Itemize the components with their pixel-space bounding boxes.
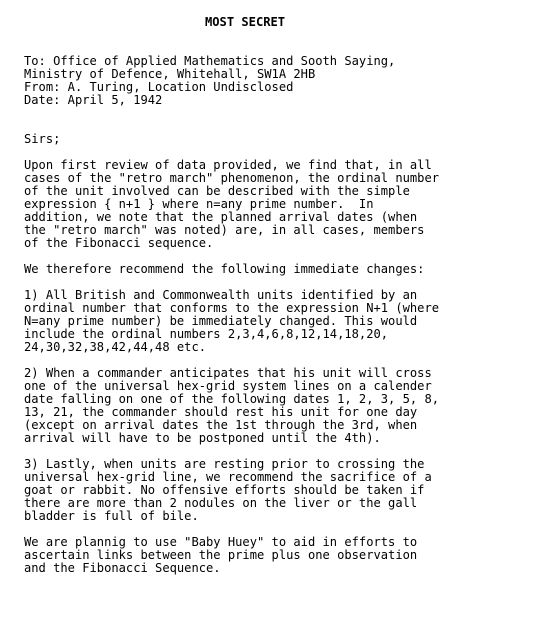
header-date: Date: April 5, 1942 — [24, 93, 163, 107]
paragraph-line: universal hex-grid line, we recommend the sacrifice of a — [24, 470, 432, 484]
paragraph-line: goat or rabbit. No offensive efforts should be taken if — [24, 483, 425, 497]
paragraph-closing — [24, 536, 539, 575]
memo-document — [24, 16, 539, 575]
spacer — [24, 107, 539, 133]
paragraph-line: 3) Lastly, when units are resting prior to crossing the — [24, 457, 425, 471]
paragraph-line: (except on arrival dates the 1st through the 3rd, when — [24, 418, 418, 432]
memo-header — [24, 55, 539, 107]
paragraph-line: there are more than 2 nodules on the liver or the gall — [24, 496, 418, 510]
paragraph-line: 24,30,32,38,42,44,48 etc. — [24, 340, 207, 354]
paragraph-line: one of the universal hex-grid system lines on a calender — [24, 379, 432, 393]
paragraph-line: cases of the "retro march" phenomenon, the ordinal number — [24, 171, 440, 185]
paragraph-line: date falling on one of the following dates 1, 2, 3, 5, 8, — [24, 392, 440, 406]
paragraph-line: N=any prime number) be immediately changed. This would — [24, 314, 418, 328]
paragraph-line: expression { n+1 } where n=any prime number. In — [24, 197, 374, 211]
paragraph-line: arrival will have to be postponed until the 4th). — [24, 431, 381, 445]
paragraph-line: ascertain links between the prime plus one observation — [24, 548, 418, 562]
paragraph-line: ordinal number that conforms to the expression N+1 (where — [24, 301, 440, 315]
document-title: MOST SECRET — [205, 15, 286, 29]
paragraph-line: of the Fibonacci sequence. — [24, 236, 214, 250]
header-to-address: Ministry of Defence, Whitehall, SW1A 2HB — [24, 67, 316, 81]
paragraph-line: include the ordinal numbers 2,3,4,6,8,12,14,18,20, — [24, 327, 389, 341]
paragraph-line: 13, 21, the commander should rest his unit for one day — [24, 405, 418, 419]
salutation: Sirs; — [24, 132, 61, 146]
paragraph-line: addition, we note that the planned arrival dates (when — [24, 210, 418, 224]
spacer — [24, 29, 539, 55]
paragraph-line: 2) When a commander anticipates that his unit will cross — [24, 366, 432, 380]
paragraph-findings — [24, 159, 539, 250]
paragraph-line: and the Fibonacci Sequence. — [24, 561, 221, 575]
paragraph-line: We are plannig to use "Baby Huey" to aid in efforts to — [24, 535, 418, 549]
paragraph-line: Upon first review of data provided, we find that, in all — [24, 158, 432, 172]
paragraph-recommendation-3 — [24, 458, 539, 523]
paragraph-recommend-intro — [24, 263, 539, 276]
paragraph-recommendation-2 — [24, 367, 539, 445]
header-to: To: Office of Applied Mathematics and Sooth Saying, — [24, 54, 396, 68]
paragraph-recommendation-1 — [24, 289, 539, 354]
header-from: From: A. Turing, Location Undisclosed — [24, 80, 294, 94]
paragraph-line: the "retro march" was noted) are, in all cases, members — [24, 223, 425, 237]
paragraph-line: of the unit involved can be described with the simple — [24, 184, 410, 198]
paragraph-line: We therefore recommend the following immediate changes: — [24, 262, 425, 276]
paragraph-line: 1) All British and Commonwealth units identified by an — [24, 288, 418, 302]
paragraph-line: bladder is full of bile. — [24, 509, 199, 523]
